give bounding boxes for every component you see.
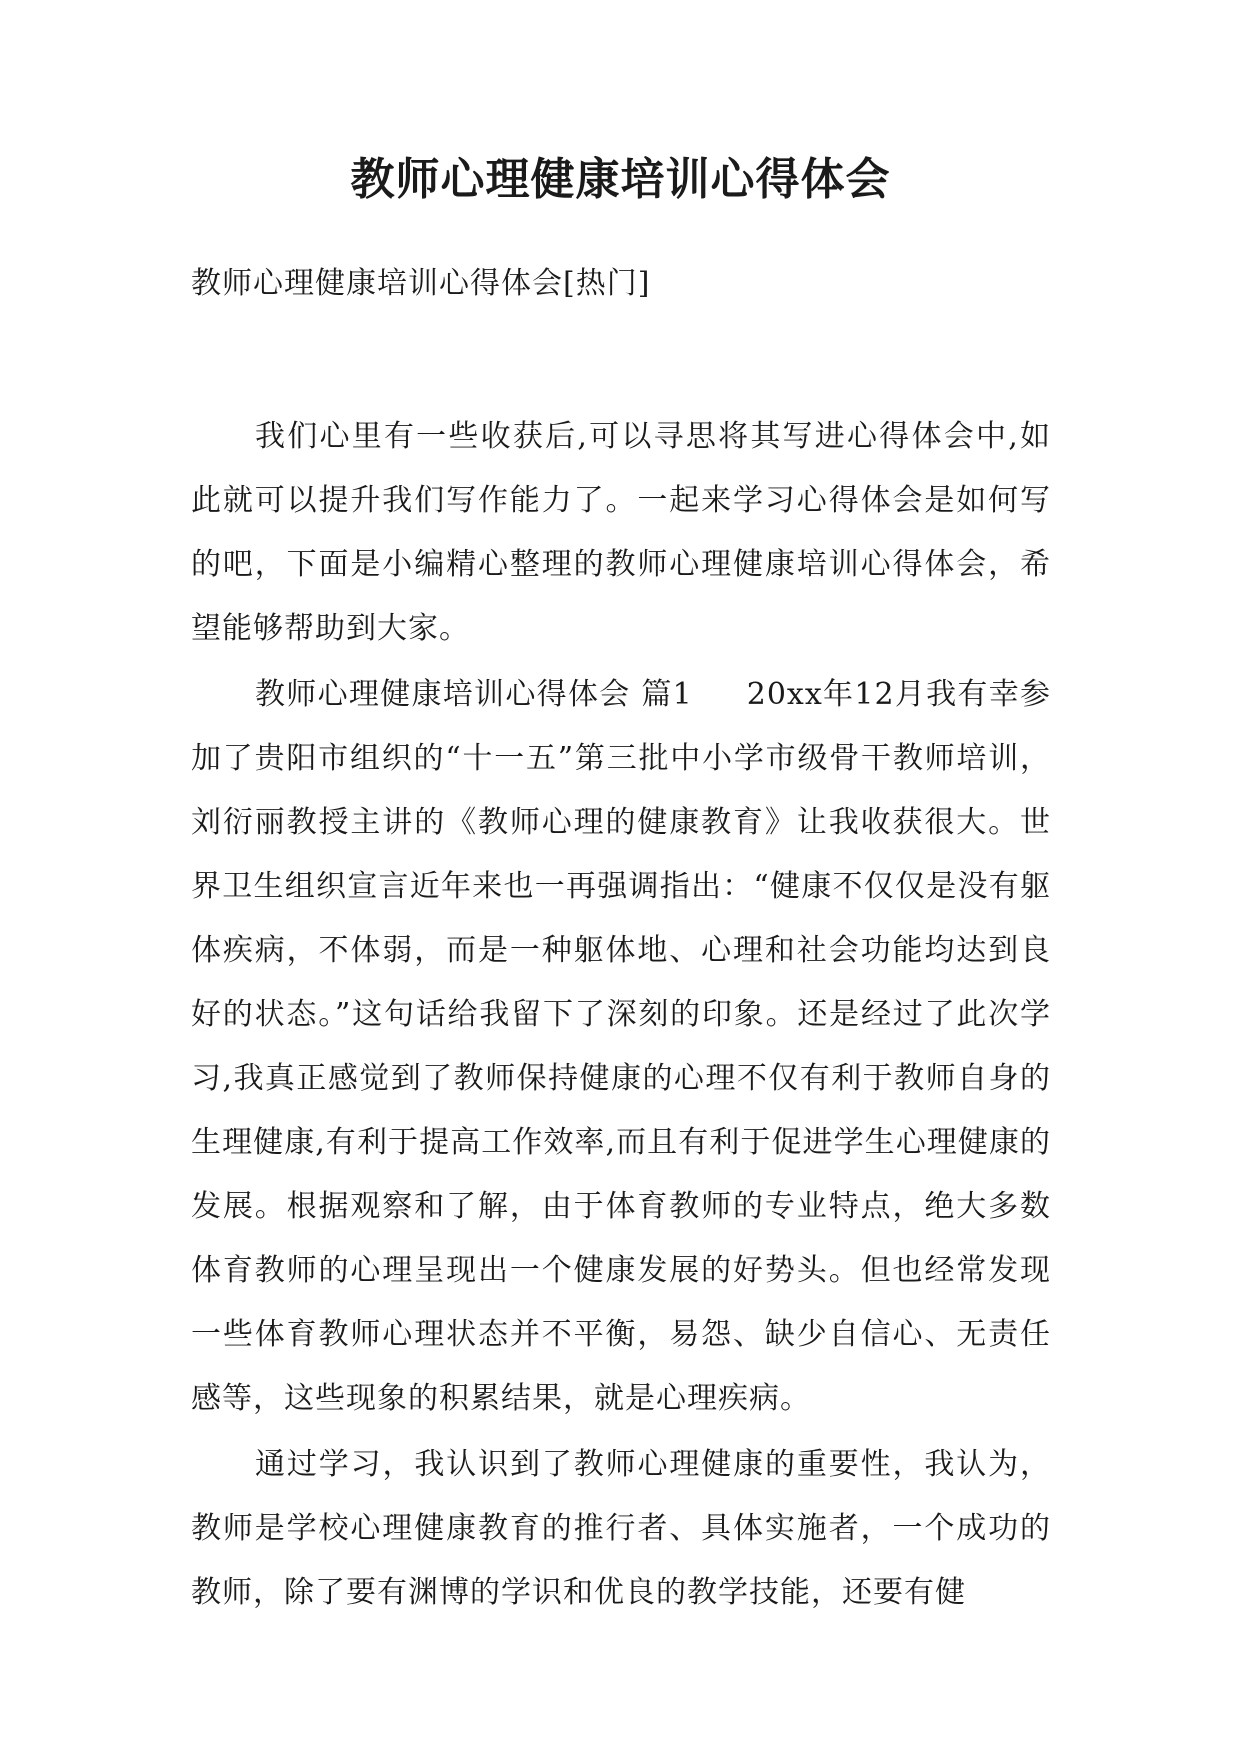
- document-subtitle: 教师心理健康培训心得体会[热门]: [191, 266, 651, 301]
- intro-paragraph: [191, 405, 1051, 661]
- paragraph-text: 通过学习，我认识到了教师心理健康的重要性，我认为，教师是学校心理健康教育的推行者、具体实施者，一个成功的教师，除了要有渊博的学识和优良的教学技能，还要有健: [191, 1447, 1051, 1610]
- document-body: [191, 405, 1051, 1625]
- section-paragraph: [191, 663, 1051, 1431]
- document-title: 教师心理健康培训心得体会: [350, 154, 891, 205]
- paragraph-text: 我们心里有一些收获后,可以寻思将其写进心得体会中,如此就可以提升我们写作能力了。一起来学习心得体会是如何写的吧，下面是小编精心整理的教师心理健康培训心得体会，希望能够帮助到大家。: [191, 419, 1051, 646]
- section-heading: 教师心理健康培训心得体会 篇1: [255, 677, 693, 712]
- paragraph-text: 20xx年12月我有幸参加了贵阳市组织的“十一五”第三批中小学市级骨干教师培训，刘衍丽教授主讲的《教师心理的健康教育》让我收获很大。世界卫生组织宣言近年来也一再强调指出：“健康不仅仅是没有躯体疾病，不体弱，而是一种躯体地、心理和社会功能均达到良好的状态。”这句话给我留下了深刻的印象。还是经过了此次学习,我真正感觉到了教师保持健康的心理不仅有利于教师自身的生理健康,有利于提高工作效率,而且有利于促进学生心理健康的发展。根据观察和了解，由于体育教师的专业特点，绝大多数体育教师的心理呈现出一个健康发展的好势头。但也经常发现一些体育教师心理状态并不平衡，易怨、缺少自信心、无责任感等，这些现象的积累结果，就是心理疾病。: [191, 677, 1051, 1416]
- body-paragraph: [191, 1433, 1051, 1625]
